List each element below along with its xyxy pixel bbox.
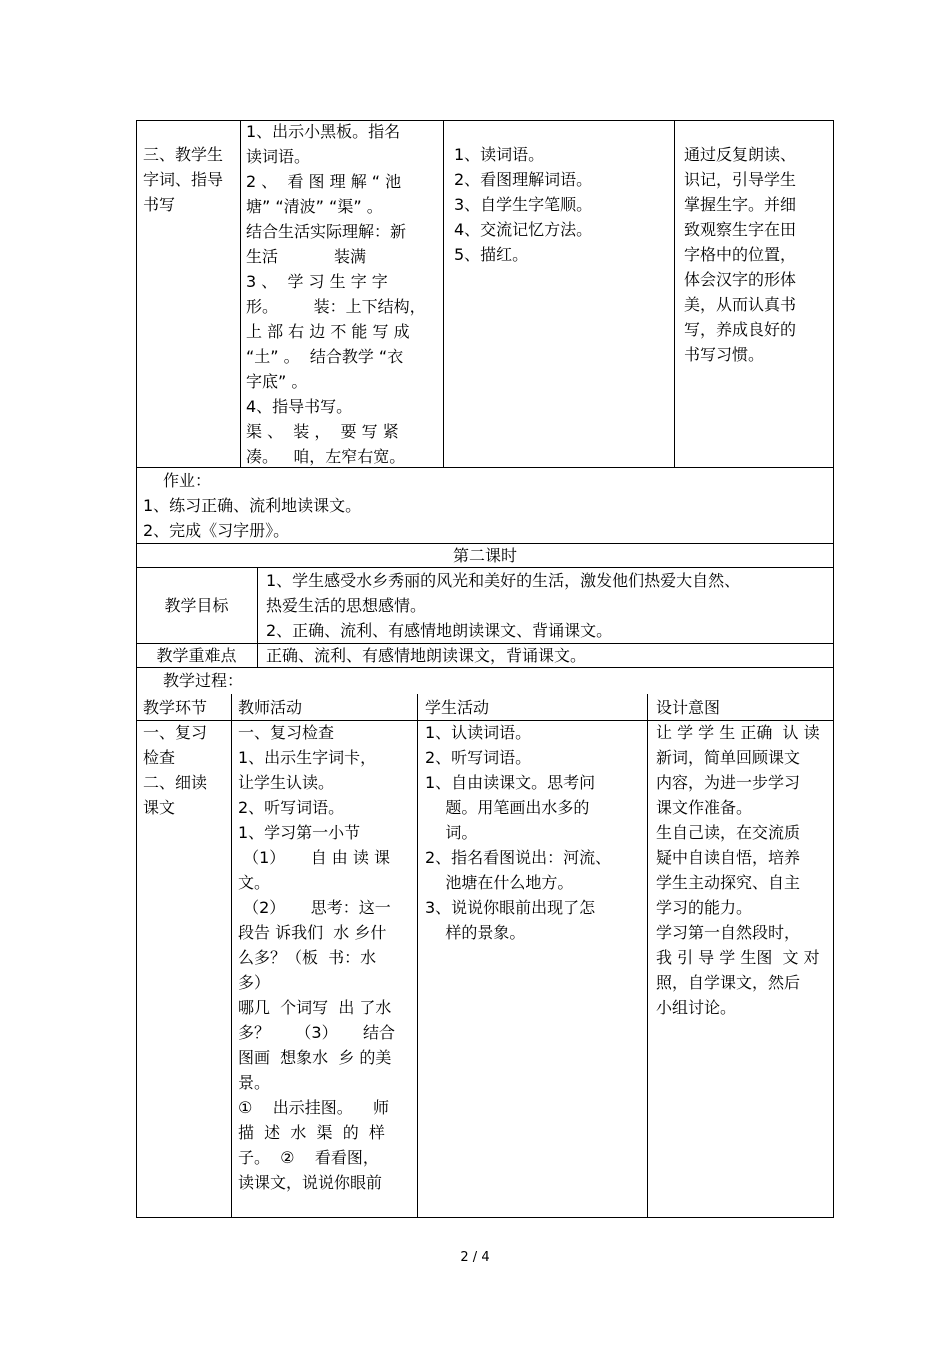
student-activity-cell: 1、读词语。 2、看图理解词语。 3、自学生字笔顺。 4、交流记忆方法。 5、描红。 <box>454 145 593 264</box>
student-column: 1、认读词语。 2、听写词语。 1、自由读课文。思考问 题。用笔画出水多的 词。 2、指名看图说出：河流、 池塘在什么地方。 3、说说你眼前出现了怎 样的景象。 <box>425 723 612 942</box>
goal-text: 1、学生感受水乡秀丽的风光和美好的生活，激发他们热爱大自然、 热爱生活的思想感情。 2、正确、流利、有感情地朗读课文、背诵课文。 <box>266 571 741 640</box>
header-stage: 教学环节 <box>143 698 208 717</box>
homework-item: 2、完成《习字册》。 <box>143 521 290 540</box>
homework-title: 作业： <box>163 471 212 490</box>
design-intent-cell: 通过反复朗读、 识记，引导学生 掌握生字。并细 致观察生字在田 字格中的位置， 体会汉字的形体 美，从而认真书 写，养成良好的 书写习惯。 <box>684 145 797 364</box>
header-teacher: 教师活动 <box>238 698 303 717</box>
header-student: 学生活动 <box>425 698 490 717</box>
key-label: 教学重难点 <box>156 646 237 665</box>
header-intent: 设计意图 <box>656 698 721 717</box>
teacher-column: 一、复习检查 1、出示生字词卡， 让学生认读。 2、听写词语。 1、学习第一小节 （1） 自 由 读 课 文。 （2） 思考：这一 段告 诉我们 水 乡什 么多？（板 书：水 多） 哪几 个词写 出 了水 多？ （3） 结合 图画 想象水 乡 的美 景。 ① 出示挂图。 师 描 述 水 渠 的 样 子。 ② 看看图， 读课文，说说你眼前 <box>238 723 396 1192</box>
homework-block <box>143 468 833 543</box>
lesson-title: 第二课时 <box>452 546 517 565</box>
stage-column: 一、复习 检查 二、细读 课文 <box>143 723 208 817</box>
page-number: 2 / 4 <box>460 1250 490 1265</box>
homework-item: 1、练习正确、流利地读课文。 <box>143 496 362 515</box>
stage-cell-characters: 三、教学生 字词、指导 书写 <box>143 145 224 214</box>
intent-column: 让 学 学 生 正确 认 读 新词，简单回顾课文 内容，为进一步学习 课文作准备。 生自己读，在交流质 疑中自读自悟，培养 学生主动探究、自主 学习的能力。 学习第一自然段时， 我 引 导 学 生图 文 对 照，自学课文，然后 小组讨论。 <box>656 723 820 1017</box>
goal-label: 教学目标 <box>164 596 229 615</box>
teacher-activity-cell: 1、出示小黑板。指名 读词语。 2 、 看 图 理 解 “ 池 塘” “清波” “渠” 。 结合生活实际理解：新 生活 装满 3 、 学 习 生 字 字 形。 装：上下结构， 上 部 右 边 不 能 写 成 “土” 。 结合教学 “衣 字底” 。 4、指导书写。 渠 、 装 ， 要 写 紧 凑。 咱，左窄右宽。 <box>246 122 426 466</box>
key-text: 正确、流利、有感情地朗读课文，背诵课文。 <box>266 646 587 665</box>
process-label: 教学过程： <box>163 671 244 690</box>
